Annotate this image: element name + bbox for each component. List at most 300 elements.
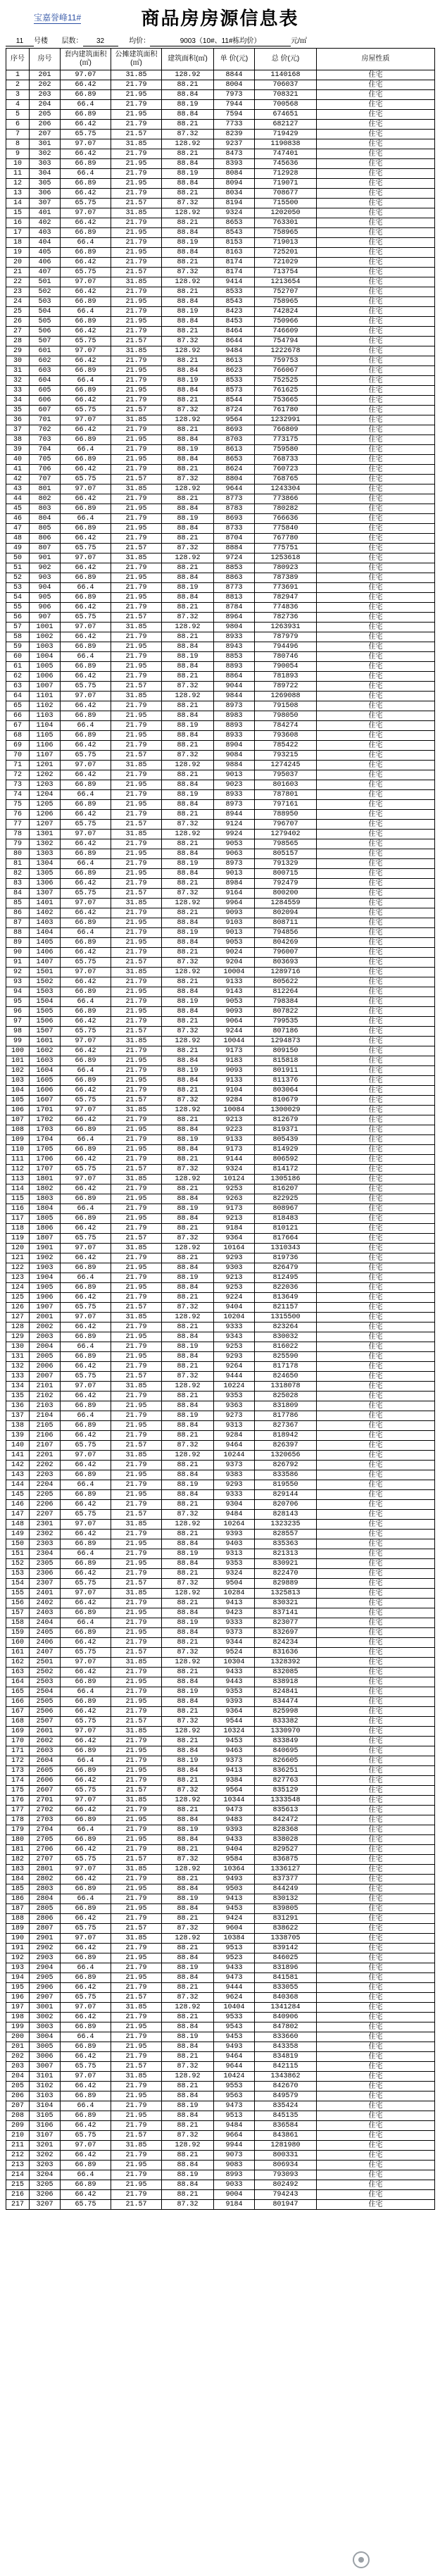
cell-unit-price: 8733 [214,524,255,534]
cell-property-type: 住宅 [317,396,435,406]
cell-property-type: 住宅 [317,899,435,908]
cell-inner-area: 65.75 [61,1786,111,1796]
cell-total-price: 766809 [255,425,317,435]
cell-inner-area: 66.89 [61,2022,111,2032]
cell-row-index: 98 [6,1027,30,1037]
cell-shared-area: 21.57 [111,1924,162,1934]
table-row [6,1401,435,1411]
cell-room-number: 3203 [30,2161,61,2170]
cell-row-index: 40 [6,455,30,465]
cell-gross-area: 88.21 [162,1599,214,1608]
cell-inner-area: 66.42 [61,1638,111,1648]
cell-room-number: 2302 [30,1530,61,1539]
cell-row-index: 200 [6,2032,30,2042]
cell-property-type: 住宅 [317,189,435,199]
cell-total-price: 824650 [255,1372,317,1382]
cell-shared-area: 21.79 [111,356,162,366]
cell-shared-area: 21.95 [111,1697,162,1707]
cell-shared-area: 21.95 [111,849,162,859]
cell-row-index: 125 [6,1293,30,1303]
cell-property-type: 住宅 [317,1046,435,1056]
cell-inner-area: 66.89 [61,1421,111,1431]
cell-total-price: 719071 [255,179,317,189]
cell-unit-price: 9244 [214,1027,255,1037]
cell-row-index: 5 [6,110,30,120]
cell-total-price: 835129 [255,1786,317,1796]
cell-gross-area: 88.21 [162,1500,214,1510]
cell-shared-area: 21.95 [111,1214,162,1224]
cell-property-type: 住宅 [317,1451,435,1461]
cell-property-type: 住宅 [317,1303,435,1313]
cell-total-price: 682127 [255,120,317,130]
cell-row-index: 47 [6,524,30,534]
cell-room-number: 506 [30,327,61,337]
cell-total-price: 780746 [255,652,317,662]
cell-gross-area: 88.84 [162,711,214,721]
cell-row-index: 189 [6,1924,30,1934]
cell-gross-area: 128.92 [162,484,214,494]
cell-unit-price: 9503 [214,1884,255,1894]
cell-shared-area: 21.95 [111,1401,162,1411]
cell-shared-area: 21.79 [111,1983,162,1993]
cell-room-number: 1404 [30,928,61,938]
cell-room-number: 2906 [30,1983,61,1993]
cell-unit-price: 8693 [214,514,255,524]
cell-room-number: 204 [30,100,61,110]
cell-row-index: 44 [6,494,30,504]
cell-property-type: 住宅 [317,2042,435,2052]
cell-unit-price: 9624 [214,1993,255,2003]
cell-property-type: 住宅 [317,2161,435,2170]
cell-gross-area: 88.21 [162,672,214,682]
cell-gross-area: 88.21 [162,287,214,297]
cell-room-number: 2707 [30,1855,61,1865]
cell-gross-area: 128.92 [162,692,214,701]
cell-gross-area: 88.84 [162,1677,214,1687]
cell-property-type: 住宅 [317,1953,435,1963]
cell-row-index: 49 [6,544,30,554]
cell-property-type: 住宅 [317,1411,435,1421]
cell-property-type: 住宅 [317,1165,435,1175]
cell-unit-price: 8174 [214,268,255,277]
cell-row-index: 186 [6,1894,30,1904]
cell-unit-price: 9144 [214,1155,255,1165]
cell-room-number: 507 [30,337,61,346]
cell-total-price: 846025 [255,1953,317,1963]
cell-total-price: 835363 [255,1539,317,1549]
cell-room-number: 1806 [30,1224,61,1234]
cell-property-type: 住宅 [317,603,435,613]
cell-shared-area: 21.79 [111,1184,162,1194]
cell-unit-price: 9103 [214,918,255,928]
cell-room-number: 1304 [30,859,61,869]
cell-inner-area: 66.42 [61,948,111,958]
cell-property-type: 住宅 [317,997,435,1007]
cell-room-number: 1905 [30,1283,61,1293]
cell-room-number: 1303 [30,849,61,859]
cell-unit-price: 8239 [214,130,255,139]
cell-unit-price: 9384 [214,1776,255,1786]
table-row [6,396,435,406]
table-row [6,70,435,80]
cell-total-price: 787979 [255,632,317,642]
cell-shared-area: 21.79 [111,218,162,228]
cell-room-number: 1002 [30,632,61,642]
cell-room-number: 2306 [30,1569,61,1579]
cell-room-number: 907 [30,613,61,623]
cell-row-index: 15 [6,208,30,218]
cell-room-number: 1506 [30,1017,61,1027]
cell-property-type: 住宅 [317,514,435,524]
cell-gross-area: 87.32 [162,1855,214,1865]
cell-unit-price: 9373 [214,1756,255,1766]
table-row [6,1096,435,1106]
cell-row-index: 182 [6,1855,30,1865]
table-row [6,544,435,554]
cell-unit-price: 8863 [214,573,255,583]
cell-property-type: 住宅 [317,1017,435,1027]
cell-property-type: 住宅 [317,1599,435,1608]
table-row [6,1313,435,1323]
cell-shared-area: 21.79 [111,977,162,987]
cell-property-type: 住宅 [317,70,435,80]
cell-unit-price: 8393 [214,159,255,169]
cell-shared-area: 21.79 [111,1599,162,1608]
cell-property-type: 住宅 [317,2101,435,2111]
cell-property-type: 住宅 [317,1490,435,1500]
cell-room-number: 2304 [30,1549,61,1559]
cell-property-type: 住宅 [317,149,435,159]
cell-unit-price: 9413 [214,1599,255,1608]
cell-unit-price: 8933 [214,632,255,642]
cell-property-type: 住宅 [317,268,435,277]
cell-gross-area: 88.21 [162,534,214,544]
cell-unit-price: 9513 [214,2111,255,2121]
cell-gross-area: 88.19 [162,1756,214,1766]
cell-total-price: 1274245 [255,761,317,770]
cell-row-index: 206 [6,2092,30,2101]
cell-unit-price: 9204 [214,958,255,968]
table-row [6,1677,435,1687]
cell-room-number: 2802 [30,1875,61,1884]
cell-property-type: 住宅 [317,445,435,455]
cell-unit-price: 10364 [214,1865,255,1875]
cell-inner-area: 66.42 [61,1599,111,1608]
cell-property-type: 住宅 [317,1559,435,1569]
cell-gross-area: 87.32 [162,406,214,415]
cell-total-price: 789722 [255,682,317,692]
cell-row-index: 7 [6,130,30,139]
table-row [6,632,435,642]
cell-total-price: 754794 [255,337,317,346]
cell-room-number: 2104 [30,1411,61,1421]
cell-gross-area: 87.32 [162,1165,214,1175]
cell-gross-area: 88.21 [162,977,214,987]
cell-total-price: 826397 [255,1441,317,1451]
cell-inner-area: 65.75 [61,544,111,554]
cell-room-number: 1206 [30,810,61,820]
cell-inner-area: 66.4 [61,928,111,938]
cell-inner-area: 66.42 [61,1293,111,1303]
cell-gross-area: 88.21 [162,879,214,889]
cell-gross-area: 128.92 [162,554,214,563]
cell-property-type: 住宅 [317,1253,435,1263]
cell-gross-area: 88.84 [162,1332,214,1342]
cell-property-type: 住宅 [317,1530,435,1539]
cell-gross-area: 128.92 [162,70,214,80]
cell-gross-area: 88.21 [162,1845,214,1855]
cell-property-type: 住宅 [317,1372,435,1382]
cell-unit-price: 10044 [214,1037,255,1046]
cell-gross-area: 88.84 [162,869,214,879]
cell-unit-price: 9044 [214,682,255,692]
cell-row-index: 76 [6,810,30,820]
cell-gross-area: 88.21 [162,1983,214,1993]
table-row [6,563,435,573]
cell-unit-price: 9143 [214,987,255,997]
cell-row-index: 10 [6,159,30,169]
cell-unit-price: 8773 [214,583,255,593]
cell-shared-area: 21.79 [111,1224,162,1234]
cell-total-price: 798565 [255,839,317,849]
cell-gross-area: 88.84 [162,248,214,258]
cell-room-number: 2504 [30,1687,61,1697]
cell-inner-area: 66.89 [61,1214,111,1224]
cell-total-price: 787389 [255,573,317,583]
table-row [6,869,435,879]
table-row [6,1825,435,1835]
cell-total-price: 775840 [255,524,317,534]
cell-property-type: 住宅 [317,208,435,218]
cell-row-index: 128 [6,1323,30,1332]
cell-row-index: 215 [6,2180,30,2190]
cell-shared-area: 21.79 [111,1530,162,1539]
cell-unit-price: 9343 [214,1332,255,1342]
cell-total-price: 826605 [255,1756,317,1766]
cell-property-type: 住宅 [317,810,435,820]
table-row [6,130,435,139]
cell-shared-area: 21.57 [111,199,162,208]
cell-shared-area: 21.95 [111,1559,162,1569]
table-row [6,1796,435,1806]
table-row [6,1559,435,1569]
table-row [6,1017,435,1027]
cell-property-type: 住宅 [317,1579,435,1589]
cell-property-type: 住宅 [317,1983,435,1993]
cell-room-number: 304 [30,169,61,179]
cell-shared-area: 21.95 [111,2022,162,2032]
cell-property-type: 住宅 [317,859,435,869]
cell-unit-price: 9004 [214,2190,255,2200]
cell-property-type: 住宅 [317,534,435,544]
cell-inner-area: 66.4 [61,2170,111,2180]
table-row [6,583,435,593]
table-row [6,1815,435,1825]
cell-shared-area: 31.85 [111,1106,162,1115]
cell-room-number: 2704 [30,1825,61,1835]
cell-inner-area: 65.75 [61,1510,111,1520]
cell-gross-area: 88.84 [162,1283,214,1293]
cell-inner-area: 66.89 [61,1973,111,1983]
cell-shared-area: 21.79 [111,1875,162,1884]
cell-property-type: 住宅 [317,90,435,100]
cell-gross-area: 88.84 [162,435,214,445]
cell-room-number: 1004 [30,652,61,662]
cell-room-number: 1106 [30,741,61,751]
cell-unit-price: 7733 [214,120,255,130]
table-row [6,1362,435,1372]
cell-property-type: 住宅 [317,1086,435,1096]
cell-property-type: 住宅 [317,1204,435,1214]
cell-total-price: 824234 [255,1638,317,1648]
cell-shared-area: 21.95 [111,800,162,810]
cell-shared-area: 31.85 [111,1727,162,1737]
cell-row-index: 8 [6,139,30,149]
cell-property-type: 住宅 [317,1056,435,1066]
cell-unit-price: 8453 [214,317,255,327]
cell-inner-area: 66.4 [61,169,111,179]
cell-total-price: 766636 [255,514,317,524]
cell-property-type: 住宅 [317,1875,435,1884]
cell-shared-area: 21.79 [111,1618,162,1628]
cell-property-type: 住宅 [317,297,435,307]
cell-inner-area: 66.89 [61,642,111,652]
table-row [6,1461,435,1470]
cell-property-type: 住宅 [317,258,435,268]
cell-gross-area: 88.84 [162,1056,214,1066]
cell-gross-area: 88.21 [162,1362,214,1372]
cell-shared-area: 21.79 [111,1046,162,1056]
cell-room-number: 1501 [30,968,61,977]
cell-unit-price: 9393 [214,1530,255,1539]
cell-room-number: 504 [30,307,61,317]
cell-total-price: 794856 [255,928,317,938]
cell-property-type: 住宅 [317,1589,435,1599]
table-row [6,1983,435,1993]
cell-shared-area: 21.79 [111,928,162,938]
cell-unit-price: 9644 [214,2062,255,2072]
cell-unit-price: 9513 [214,1944,255,1953]
cell-row-index: 207 [6,2101,30,2111]
table-row [6,90,435,100]
cell-inner-area: 66.89 [61,1263,111,1273]
cell-property-type: 住宅 [317,317,435,327]
cell-property-type: 住宅 [317,1815,435,1825]
cell-inner-area: 97.07 [61,2072,111,2082]
cell-unit-price: 8943 [214,642,255,652]
cell-unit-price: 8704 [214,534,255,544]
cell-gross-area: 88.21 [162,1086,214,1096]
cell-gross-area: 88.84 [162,642,214,652]
cell-total-price: 758965 [255,228,317,238]
cell-inner-area: 66.42 [61,287,111,297]
cell-total-price: 1190838 [255,139,317,149]
cell-property-type: 住宅 [317,2052,435,2062]
cell-row-index: 97 [6,1017,30,1027]
cell-inner-area: 66.42 [61,1253,111,1263]
cell-shared-area: 21.95 [111,642,162,652]
cell-property-type: 住宅 [317,918,435,928]
cell-room-number: 701 [30,415,61,425]
avg-price-value: 9003（10#、11#栋均价） [150,37,291,46]
cell-property-type: 住宅 [317,869,435,879]
cell-unit-price: 9264 [214,1362,255,1372]
table-row [6,908,435,918]
cell-property-type: 住宅 [317,1668,435,1677]
cell-unit-price: 9364 [214,1234,255,1244]
cell-inner-area: 97.07 [61,415,111,425]
cell-total-price: 773175 [255,435,317,445]
cell-gross-area: 128.92 [162,899,214,908]
cell-inner-area: 66.4 [61,859,111,869]
cell-inner-area: 66.89 [61,297,111,307]
cell-room-number: 2303 [30,1539,61,1549]
cell-property-type: 住宅 [317,2111,435,2121]
cell-inner-area: 66.42 [61,149,111,159]
cell-shared-area: 21.57 [111,889,162,899]
table-row [6,790,435,800]
cell-row-index: 58 [6,632,30,642]
cell-total-price: 788950 [255,810,317,820]
cell-shared-area: 21.57 [111,337,162,346]
cell-inner-area: 66.89 [61,248,111,258]
table-row [6,1756,435,1766]
table-row [6,307,435,317]
cell-room-number: 2007 [30,1372,61,1382]
cell-unit-price: 9473 [214,2101,255,2111]
cell-shared-area: 21.95 [111,435,162,445]
cell-shared-area: 21.79 [111,583,162,593]
cell-shared-area: 31.85 [111,761,162,770]
cell-total-price: 828557 [255,1530,317,1539]
cell-row-index: 83 [6,879,30,889]
table-row [6,1766,435,1776]
cell-shared-area: 21.57 [111,1096,162,1106]
cell-shared-area: 21.79 [111,1894,162,1904]
cell-inner-area: 66.89 [61,504,111,514]
table-row [6,1342,435,1352]
cell-shared-area: 21.57 [111,2200,162,2210]
table-row [6,1963,435,1973]
cell-room-number: 2907 [30,1993,61,2003]
cell-unit-price: 9237 [214,139,255,149]
cell-unit-price: 9333 [214,1323,255,1332]
cell-unit-price: 9924 [214,830,255,839]
cell-inner-area: 66.4 [61,1480,111,1490]
cell-property-type: 住宅 [317,2032,435,2042]
cell-row-index: 180 [6,1835,30,1845]
cell-property-type: 住宅 [317,1362,435,1372]
cell-unit-price: 9064 [214,1017,255,1027]
cell-unit-price: 8783 [214,504,255,514]
cell-shared-area: 31.85 [111,1037,162,1046]
cell-shared-area: 21.79 [111,2170,162,2180]
table-row [6,1392,435,1401]
cell-inner-area: 66.89 [61,711,111,721]
cell-inner-area: 66.42 [61,1668,111,1677]
cell-shared-area: 21.79 [111,1461,162,1470]
cell-gross-area: 88.19 [162,1066,214,1076]
table-row [6,218,435,228]
cell-total-price: 825028 [255,1392,317,1401]
cell-gross-area: 128.92 [162,1796,214,1806]
cell-shared-area: 21.95 [111,987,162,997]
cell-row-index: 74 [6,790,30,800]
cell-room-number: 903 [30,573,61,583]
cell-inner-area: 66.89 [61,1194,111,1204]
cell-inner-area: 97.07 [61,1037,111,1046]
cell-gross-area: 88.21 [162,2082,214,2092]
